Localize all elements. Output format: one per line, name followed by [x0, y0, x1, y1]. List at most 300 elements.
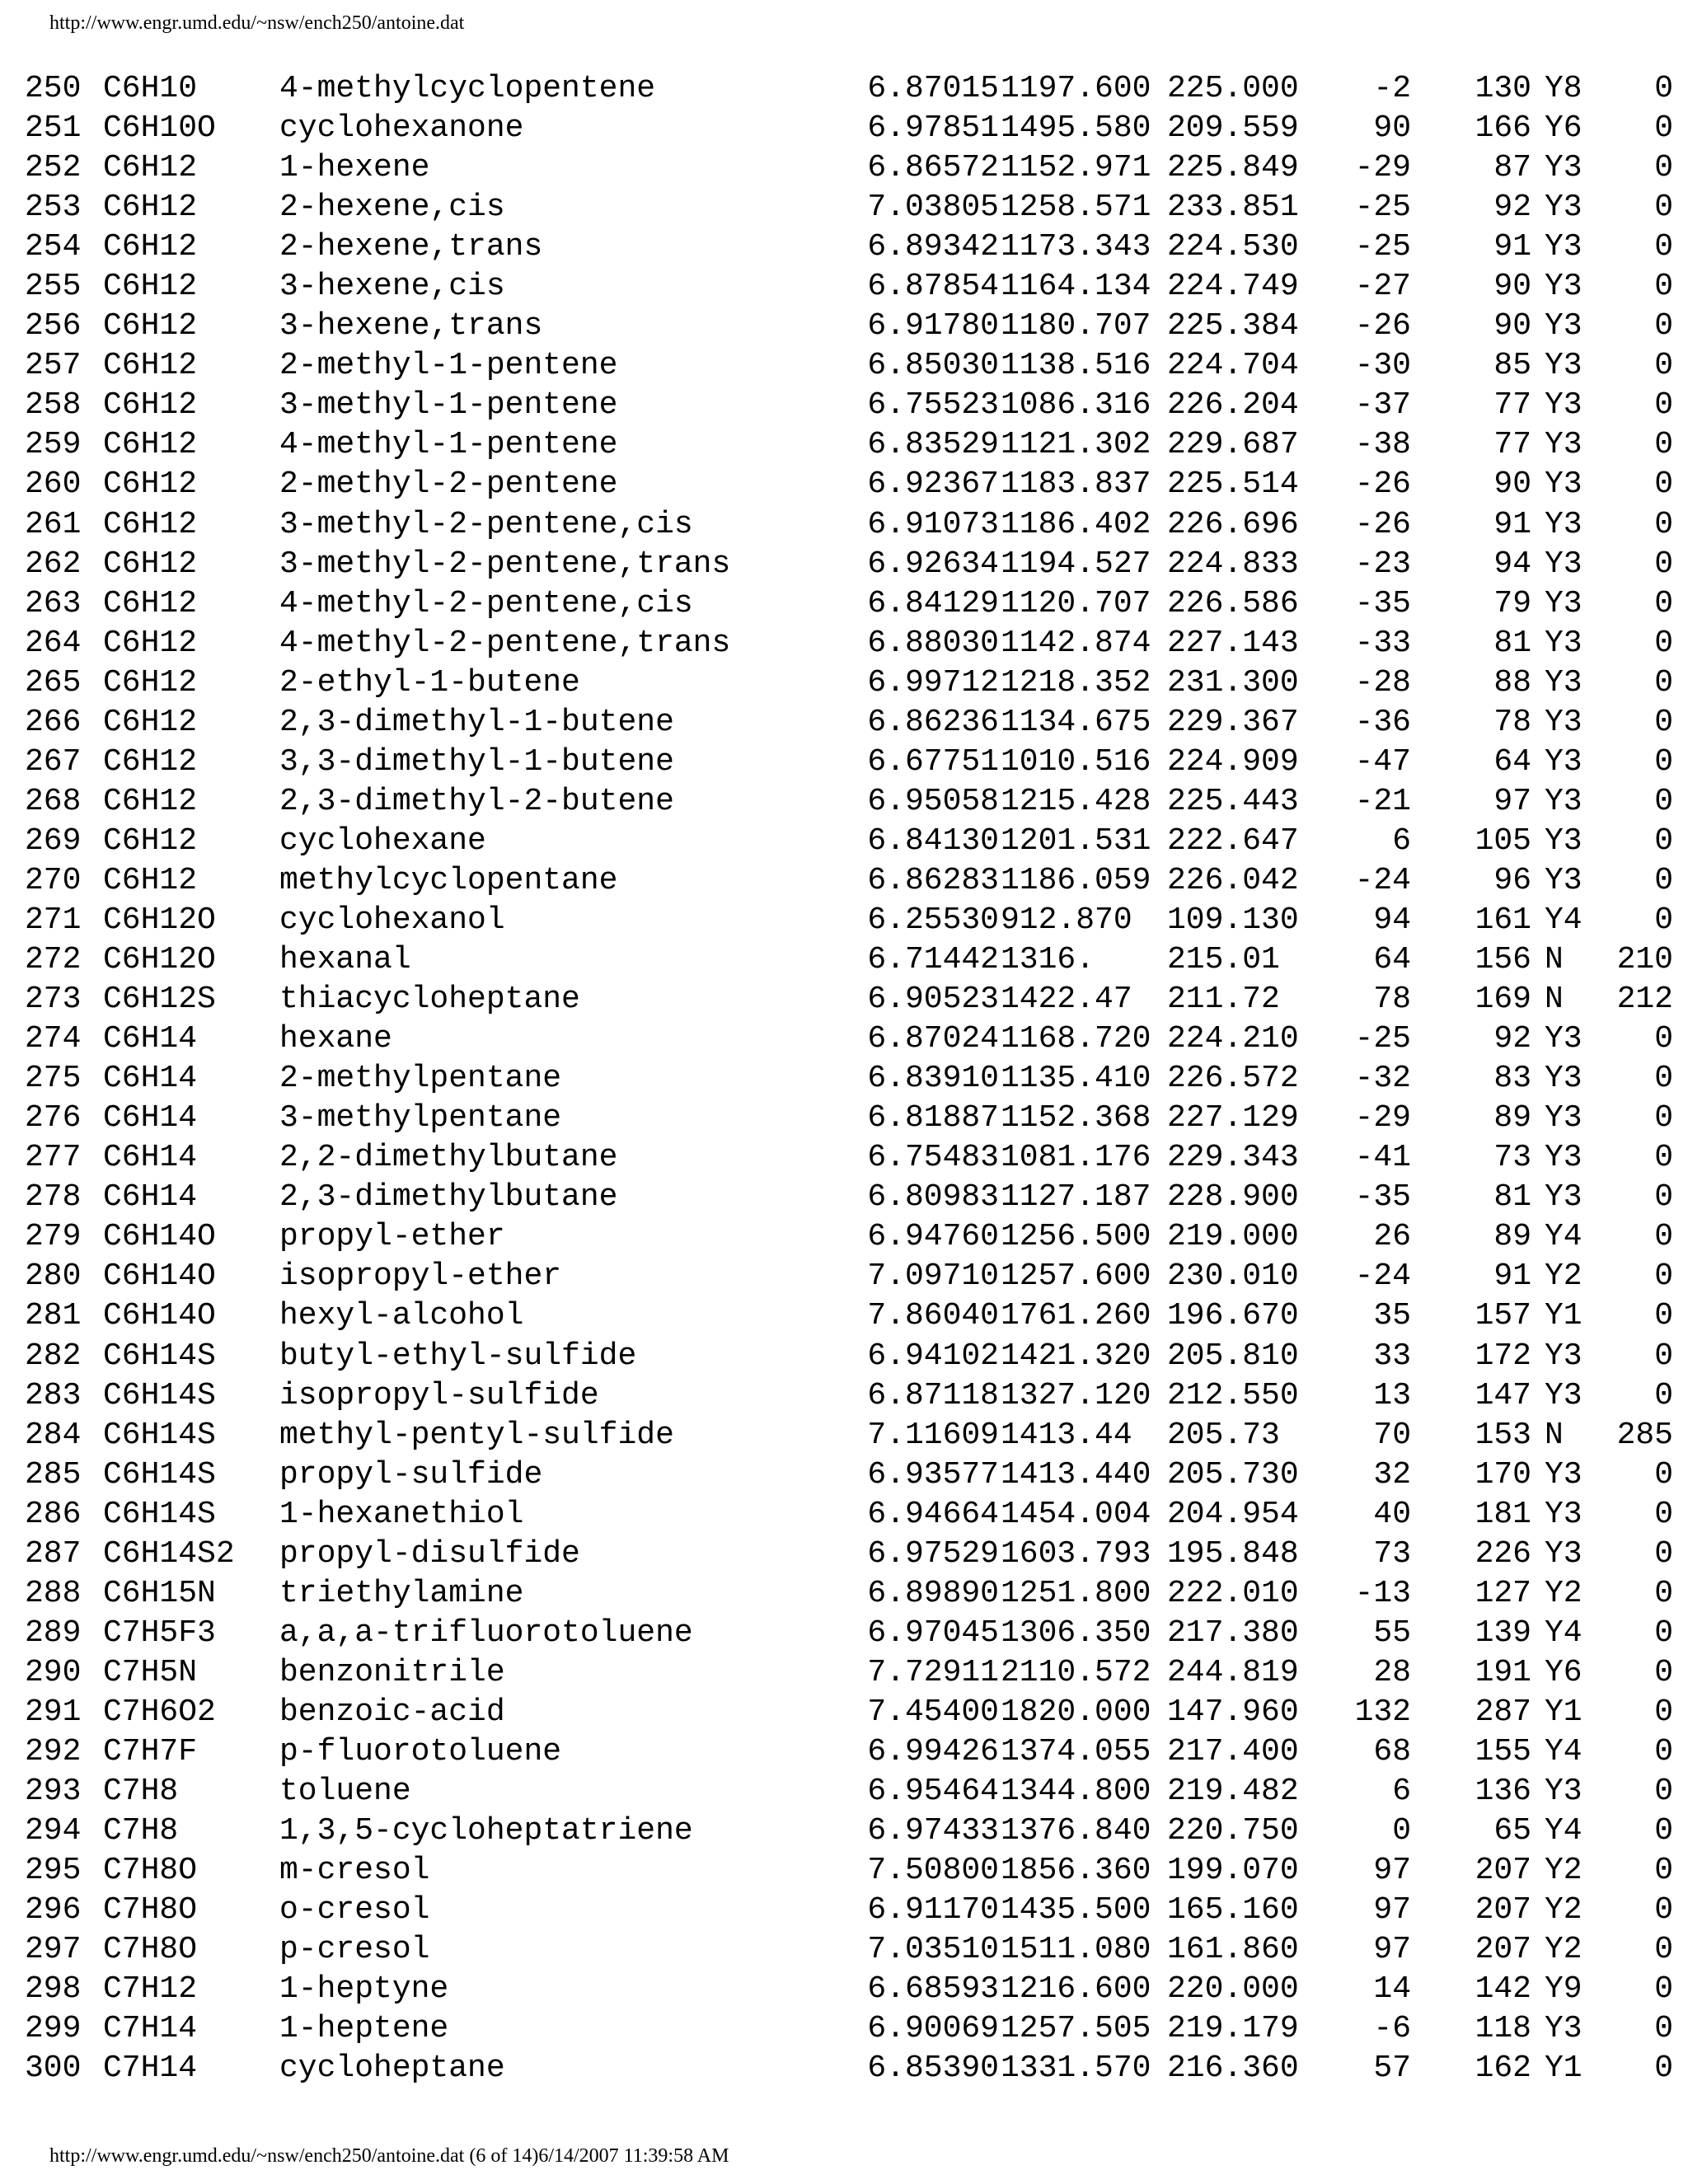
row-number: 292	[25, 1733, 82, 1769]
formula: C6H12	[103, 308, 198, 344]
t-min: -41	[1354, 1140, 1411, 1176]
compound-name: cyclohexanone	[279, 110, 524, 147]
row-number: 265	[25, 664, 82, 701]
coefficient-c: 209.559	[1167, 110, 1299, 147]
table-row	[25, 584, 1673, 624]
compound-name: cycloheptane	[279, 2050, 505, 2087]
coefficient-c: 229.687	[1167, 427, 1299, 463]
coefficient-a: 7.72911	[867, 1654, 999, 1690]
flag: Y3	[1545, 585, 1582, 621]
last-value: 0	[1654, 1774, 1673, 1810]
table-row	[25, 663, 1673, 703]
coefficient-b: 1186.059	[1001, 862, 1151, 898]
compound-name: 1,3,5-cycloheptatriene	[279, 1813, 693, 1849]
last-value: 0	[1654, 1535, 1673, 1572]
coefficient-c: 224.704	[1167, 348, 1299, 384]
flag: Y6	[1545, 110, 1582, 147]
formula: C6H14O	[103, 1298, 216, 1334]
flag: Y3	[1545, 1338, 1582, 1374]
table-row	[25, 1495, 1673, 1535]
coefficient-b: 1142.874	[1001, 625, 1151, 661]
t-min: -26	[1354, 466, 1411, 503]
flag: Y3	[1545, 466, 1582, 503]
flag: N	[1545, 1417, 1564, 1453]
compound-name: toluene	[279, 1774, 411, 1810]
t-min: 132	[1354, 1694, 1411, 1730]
compound-name: propyl-ether	[279, 1219, 505, 1255]
coefficient-b: 1081.176	[1001, 1140, 1151, 1176]
coefficient-a: 6.88030	[867, 625, 999, 661]
coefficient-c: 226.586	[1167, 585, 1299, 621]
row-number: 286	[25, 1496, 82, 1532]
t-max: 89	[1493, 1219, 1531, 1255]
formula: C6H14S	[103, 1417, 216, 1453]
last-value: 0	[1654, 1813, 1673, 1849]
coefficient-a: 6.80983	[867, 1179, 999, 1216]
last-value: 0	[1654, 150, 1673, 186]
row-number: 278	[25, 1179, 82, 1216]
compound-name: 2,2-dimethylbutane	[279, 1140, 618, 1176]
coefficient-c: 195.848	[1167, 1535, 1299, 1572]
coefficient-a: 6.94760	[867, 1219, 999, 1255]
coefficient-c: 225.849	[1167, 150, 1299, 186]
row-number: 263	[25, 585, 82, 621]
last-value: 0	[1654, 1061, 1673, 1097]
t-min: -33	[1354, 625, 1411, 661]
coefficient-b: 1180.707	[1001, 308, 1151, 344]
row-number: 281	[25, 1298, 82, 1334]
t-max: 157	[1475, 1298, 1531, 1334]
coefficient-a: 6.97433	[867, 1813, 999, 1849]
compound-name: 1-hexanethiol	[279, 1496, 524, 1532]
coefficient-a: 6.95058	[867, 783, 999, 819]
t-min: -35	[1354, 1179, 1411, 1216]
last-value: 0	[1654, 546, 1673, 582]
t-max: 89	[1493, 1100, 1531, 1137]
last-value: 0	[1654, 1100, 1673, 1137]
t-max: 153	[1475, 1417, 1531, 1453]
row-number: 260	[25, 466, 82, 503]
t-max: 287	[1475, 1694, 1531, 1730]
coefficient-b: 1454.004	[1001, 1496, 1151, 1532]
coefficient-b: 1251.800	[1001, 1575, 1151, 1611]
flag: Y3	[1545, 1100, 1582, 1137]
coefficient-c: 219.179	[1167, 2011, 1299, 2047]
compound-name: 2,3-dimethyl-2-butene	[279, 783, 674, 819]
last-value: 0	[1654, 1694, 1673, 1730]
row-number: 280	[25, 1258, 82, 1295]
coefficient-c: 222.647	[1167, 823, 1299, 859]
formula: C6H12O	[103, 942, 216, 978]
row-number: 257	[25, 348, 82, 384]
formula: C6H14S	[103, 1377, 216, 1413]
flag: Y1	[1545, 1298, 1582, 1334]
t-max: 88	[1493, 664, 1531, 701]
table-row	[25, 1059, 1673, 1099]
coefficient-c: 216.360	[1167, 2050, 1299, 2087]
coefficient-c: 225.443	[1167, 783, 1299, 819]
coefficient-a: 6.91073	[867, 506, 999, 542]
t-max: 118	[1475, 2011, 1531, 2047]
flag: Y3	[1545, 1774, 1582, 1810]
t-min: -26	[1354, 506, 1411, 542]
coefficient-c: 211.72	[1167, 982, 1280, 1018]
coefficient-b: 1422.47	[1001, 982, 1132, 1018]
formula: C6H14O	[103, 1219, 216, 1255]
coefficient-a: 6.97529	[867, 1535, 999, 1572]
formula: C7H14	[103, 2011, 198, 2047]
coefficient-a: 6.87015	[867, 71, 999, 106]
t-max: 97	[1493, 783, 1531, 819]
compound-name: triethylamine	[279, 1575, 524, 1611]
table-row	[25, 1178, 1673, 1217]
t-min: -6	[1373, 2011, 1411, 2047]
coefficient-b: 1135.410	[1001, 1061, 1151, 1097]
last-value: 0	[1654, 1575, 1673, 1611]
formula: C6H15N	[103, 1575, 216, 1611]
coefficient-c: 224.909	[1167, 743, 1299, 780]
t-max: 92	[1493, 190, 1531, 226]
row-number: 276	[25, 1100, 82, 1137]
table-row	[25, 1970, 1673, 2009]
row-number: 251	[25, 110, 82, 147]
coefficient-c: 230.010	[1167, 1258, 1299, 1295]
compound-name: p-fluorotoluene	[279, 1733, 562, 1769]
flag: Y2	[1545, 1575, 1582, 1611]
coefficient-a: 6.89342	[867, 229, 999, 265]
coefficient-a: 6.85030	[867, 348, 999, 384]
t-max: 85	[1493, 348, 1531, 384]
coefficient-b: 912.870	[1001, 902, 1132, 938]
flag: Y3	[1545, 348, 1582, 384]
table-row	[25, 1930, 1673, 1970]
flag: Y3	[1545, 546, 1582, 582]
row-number: 287	[25, 1535, 82, 1572]
t-min: 33	[1373, 1338, 1411, 1374]
coefficient-a: 6.87118	[867, 1377, 999, 1413]
coefficient-b: 1256.500	[1001, 1219, 1151, 1255]
t-max: 96	[1493, 862, 1531, 898]
table-row	[25, 940, 1673, 980]
coefficient-c: 205.730	[1167, 1456, 1299, 1493]
compound-name: propyl-sulfide	[279, 1456, 543, 1493]
antoine-data-table	[25, 69, 1673, 2088]
formula: C7H7F	[103, 1733, 198, 1769]
compound-name: hexane	[279, 1021, 392, 1057]
compound-name: 3,3-dimethyl-1-butene	[279, 743, 674, 780]
t-min: -24	[1354, 1258, 1411, 1295]
last-value: 0	[1654, 466, 1673, 503]
table-row	[25, 1416, 1673, 1455]
coefficient-b: 1168.720	[1001, 1021, 1151, 1057]
coefficient-a: 7.03510	[867, 1932, 999, 1968]
coefficient-c: 212.550	[1167, 1377, 1299, 1413]
last-value: 0	[1654, 902, 1673, 938]
t-min: -29	[1354, 150, 1411, 186]
last-value: 0	[1654, 1456, 1673, 1493]
coefficient-b: 1257.600	[1001, 1258, 1151, 1295]
table-row	[25, 901, 1673, 940]
coefficient-b: 1134.675	[1001, 704, 1151, 740]
formula: C6H14	[103, 1140, 198, 1176]
flag: Y3	[1545, 704, 1582, 740]
table-row	[25, 822, 1673, 861]
table-row	[25, 703, 1673, 743]
last-value: 0	[1654, 1733, 1673, 1769]
flag: Y2	[1545, 1853, 1582, 1889]
last-value: 0	[1654, 664, 1673, 701]
formula: C6H12	[103, 664, 198, 701]
coefficient-a: 6.94102	[867, 1338, 999, 1374]
table-row	[25, 2009, 1673, 2049]
last-value: 0	[1654, 2050, 1673, 2087]
last-value: 0	[1654, 704, 1673, 740]
coefficient-c: 109.130	[1167, 902, 1299, 938]
compound-name: o-cresol	[279, 1892, 430, 1929]
formula: C6H10O	[103, 110, 216, 147]
row-number: 262	[25, 546, 82, 582]
t-max: 105	[1475, 823, 1531, 859]
last-value: 285	[1616, 1417, 1673, 1453]
table-row	[25, 1772, 1673, 1811]
last-value: 0	[1654, 387, 1673, 424]
t-min: -30	[1354, 348, 1411, 384]
table-row	[25, 861, 1673, 901]
t-max: 147	[1475, 1377, 1531, 1413]
coefficient-a: 7.45400	[867, 1694, 999, 1730]
row-number: 264	[25, 625, 82, 661]
coefficient-a: 7.03805	[867, 190, 999, 226]
coefficient-c: 224.210	[1167, 1021, 1299, 1057]
formula: C6H14S	[103, 1496, 216, 1532]
t-max: 226	[1475, 1535, 1531, 1572]
compound-name: hexanal	[279, 942, 411, 978]
last-value: 0	[1654, 1338, 1673, 1374]
last-value: 0	[1654, 1179, 1673, 1216]
flag: Y3	[1545, 308, 1582, 344]
coefficient-a: 6.67751	[867, 743, 999, 780]
compound-name: propyl-disulfide	[279, 1535, 580, 1572]
t-min: 70	[1373, 1417, 1411, 1453]
compound-name: 3-methyl-1-pentene	[279, 387, 618, 424]
flag: Y4	[1545, 1615, 1582, 1651]
compound-name: thiacycloheptane	[279, 982, 580, 1018]
formula: C7H5F3	[103, 1615, 216, 1651]
flag: Y3	[1545, 269, 1582, 305]
flag: Y3	[1545, 427, 1582, 463]
row-number: 254	[25, 229, 82, 265]
coefficient-a: 6.92634	[867, 546, 999, 582]
page-footer: http://www.engr.umd.edu/~nsw/ench250/antoine.dat (6 of 14)6/14/2007 11:39:58 AM	[49, 2145, 729, 2167]
coefficient-b: 1218.352	[1001, 664, 1151, 701]
table-row	[25, 346, 1673, 386]
formula: C6H12	[103, 427, 198, 463]
formula: C6H12	[103, 823, 198, 859]
row-number: 268	[25, 783, 82, 819]
coefficient-c: 226.696	[1167, 506, 1299, 542]
flag: Y3	[1545, 625, 1582, 661]
compound-name: 2-ethyl-1-butene	[279, 664, 580, 701]
last-value: 0	[1654, 190, 1673, 226]
coefficient-b: 1603.793	[1001, 1535, 1151, 1572]
t-max: 127	[1475, 1575, 1531, 1611]
compound-name: 2-methyl-2-pentene	[279, 466, 618, 503]
coefficient-a: 6.84130	[867, 823, 999, 859]
table-row	[25, 1217, 1673, 1257]
last-value: 0	[1654, 862, 1673, 898]
coefficient-b: 1164.134	[1001, 269, 1151, 305]
t-min: 57	[1373, 2050, 1411, 2087]
row-number: 283	[25, 1377, 82, 1413]
row-number: 290	[25, 1654, 82, 1690]
coefficient-a: 6.91780	[867, 308, 999, 344]
table-row	[25, 69, 1673, 109]
row-number: 273	[25, 982, 82, 1018]
table-row	[25, 425, 1673, 465]
coefficient-b: 1216.600	[1001, 1971, 1151, 2008]
last-value: 0	[1654, 269, 1673, 305]
flag: Y2	[1545, 1892, 1582, 1929]
t-max: 91	[1493, 229, 1531, 265]
last-value: 0	[1654, 1021, 1673, 1057]
row-number: 259	[25, 427, 82, 463]
last-value: 0	[1654, 1377, 1673, 1413]
coefficient-a: 6.91170	[867, 1892, 999, 1929]
coefficient-b: 1010.516	[1001, 743, 1151, 780]
coefficient-a: 6.94664	[867, 1496, 999, 1532]
row-number: 298	[25, 1971, 82, 2008]
table-row	[25, 1891, 1673, 1930]
coefficient-c: 229.343	[1167, 1140, 1299, 1176]
last-value: 0	[1654, 229, 1673, 265]
t-min: 32	[1373, 1456, 1411, 1493]
coefficient-a: 6.83910	[867, 1061, 999, 1097]
coefficient-b: 1344.800	[1001, 1774, 1151, 1810]
t-max: 156	[1475, 942, 1531, 978]
flag: Y4	[1545, 1813, 1582, 1849]
row-number: 295	[25, 1853, 82, 1889]
flag: N	[1545, 942, 1564, 978]
formula: C7H8O	[103, 1853, 198, 1889]
compound-name: 3-methyl-2-pentene,trans	[279, 546, 731, 582]
t-min: -29	[1354, 1100, 1411, 1137]
formula: C6H14	[103, 1179, 198, 1216]
formula: C6H14O	[103, 1258, 216, 1295]
coefficient-c: 244.819	[1167, 1654, 1299, 1690]
coefficient-b: 1194.527	[1001, 546, 1151, 582]
last-value: 0	[1654, 1298, 1673, 1334]
formula: C7H6O2	[103, 1694, 216, 1730]
flag: Y3	[1545, 150, 1582, 186]
coefficient-a: 6.87024	[867, 1021, 999, 1057]
row-number: 279	[25, 1219, 82, 1255]
coefficient-b: 1138.516	[1001, 348, 1151, 384]
table-row	[25, 782, 1673, 822]
t-max: 73	[1493, 1140, 1531, 1176]
t-min: 13	[1373, 1377, 1411, 1413]
coefficient-c: 220.750	[1167, 1813, 1299, 1849]
coefficient-c: 224.749	[1167, 269, 1299, 305]
flag: Y2	[1545, 1258, 1582, 1295]
coefficient-b: 1511.080	[1001, 1932, 1151, 1968]
flag: Y3	[1545, 1496, 1582, 1532]
coefficient-c: 226.572	[1167, 1061, 1299, 1097]
coefficient-a: 6.68593	[867, 1971, 999, 2008]
row-number: 275	[25, 1061, 82, 1097]
formula: C6H12	[103, 546, 198, 582]
coefficient-c: 217.400	[1167, 1733, 1299, 1769]
coefficient-b: 1186.402	[1001, 506, 1151, 542]
t-max: 94	[1493, 546, 1531, 582]
flag: Y3	[1545, 1535, 1582, 1572]
t-max: 91	[1493, 506, 1531, 542]
coefficient-c: 161.860	[1167, 1932, 1299, 1968]
coefficient-c: 217.380	[1167, 1615, 1299, 1651]
t-max: 81	[1493, 625, 1531, 661]
compound-name: p-cresol	[279, 1932, 430, 1968]
t-max: 83	[1493, 1061, 1531, 1097]
t-min: -25	[1354, 1021, 1411, 1057]
t-max: 78	[1493, 704, 1531, 740]
row-number: 256	[25, 308, 82, 344]
row-number: 261	[25, 506, 82, 542]
last-value: 0	[1654, 783, 1673, 819]
table-row	[25, 1257, 1673, 1296]
row-number: 266	[25, 704, 82, 740]
formula: C7H8O	[103, 1932, 198, 1968]
coefficient-c: 225.000	[1167, 71, 1299, 106]
last-value: 0	[1654, 743, 1673, 780]
formula: C6H12	[103, 466, 198, 503]
row-number: 253	[25, 190, 82, 226]
last-value: 0	[1654, 1853, 1673, 1889]
t-max: 172	[1475, 1338, 1531, 1374]
coefficient-a: 6.92367	[867, 466, 999, 503]
formula: C6H14S	[103, 1456, 216, 1493]
t-min: -37	[1354, 387, 1411, 424]
page-header-url: http://www.engr.umd.edu/~nsw/ench250/antoine.dat	[49, 12, 465, 34]
compound-name: butyl-ethyl-sulfide	[279, 1338, 637, 1374]
row-number: 270	[25, 862, 82, 898]
t-min: 68	[1373, 1733, 1411, 1769]
t-min: 97	[1373, 1892, 1411, 1929]
coefficient-c: 227.143	[1167, 625, 1299, 661]
last-value: 0	[1654, 110, 1673, 147]
coefficient-b: 1413.440	[1001, 1456, 1151, 1493]
row-number: 282	[25, 1338, 82, 1374]
formula: C6H12S	[103, 982, 216, 1018]
coefficient-a: 6.86572	[867, 150, 999, 186]
formula: C6H12	[103, 704, 198, 740]
formula: C7H8	[103, 1813, 179, 1849]
coefficient-b: 1086.316	[1001, 387, 1151, 424]
table-row	[25, 1455, 1673, 1495]
coefficient-a: 6.93577	[867, 1456, 999, 1493]
formula: C6H12	[103, 269, 198, 305]
flag: Y3	[1545, 664, 1582, 701]
t-max: 155	[1475, 1733, 1531, 1769]
flag: Y4	[1545, 1733, 1582, 1769]
coefficient-c: 196.670	[1167, 1298, 1299, 1334]
coefficient-a: 7.11609	[867, 1417, 999, 1453]
table-row	[25, 2049, 1673, 2088]
table-row	[25, 1811, 1673, 1851]
compound-name: benzonitrile	[279, 1654, 505, 1690]
row-number: 271	[25, 902, 82, 938]
row-number: 300	[25, 2050, 82, 2087]
formula: C7H8	[103, 1774, 179, 1810]
t-min: 73	[1373, 1535, 1411, 1572]
